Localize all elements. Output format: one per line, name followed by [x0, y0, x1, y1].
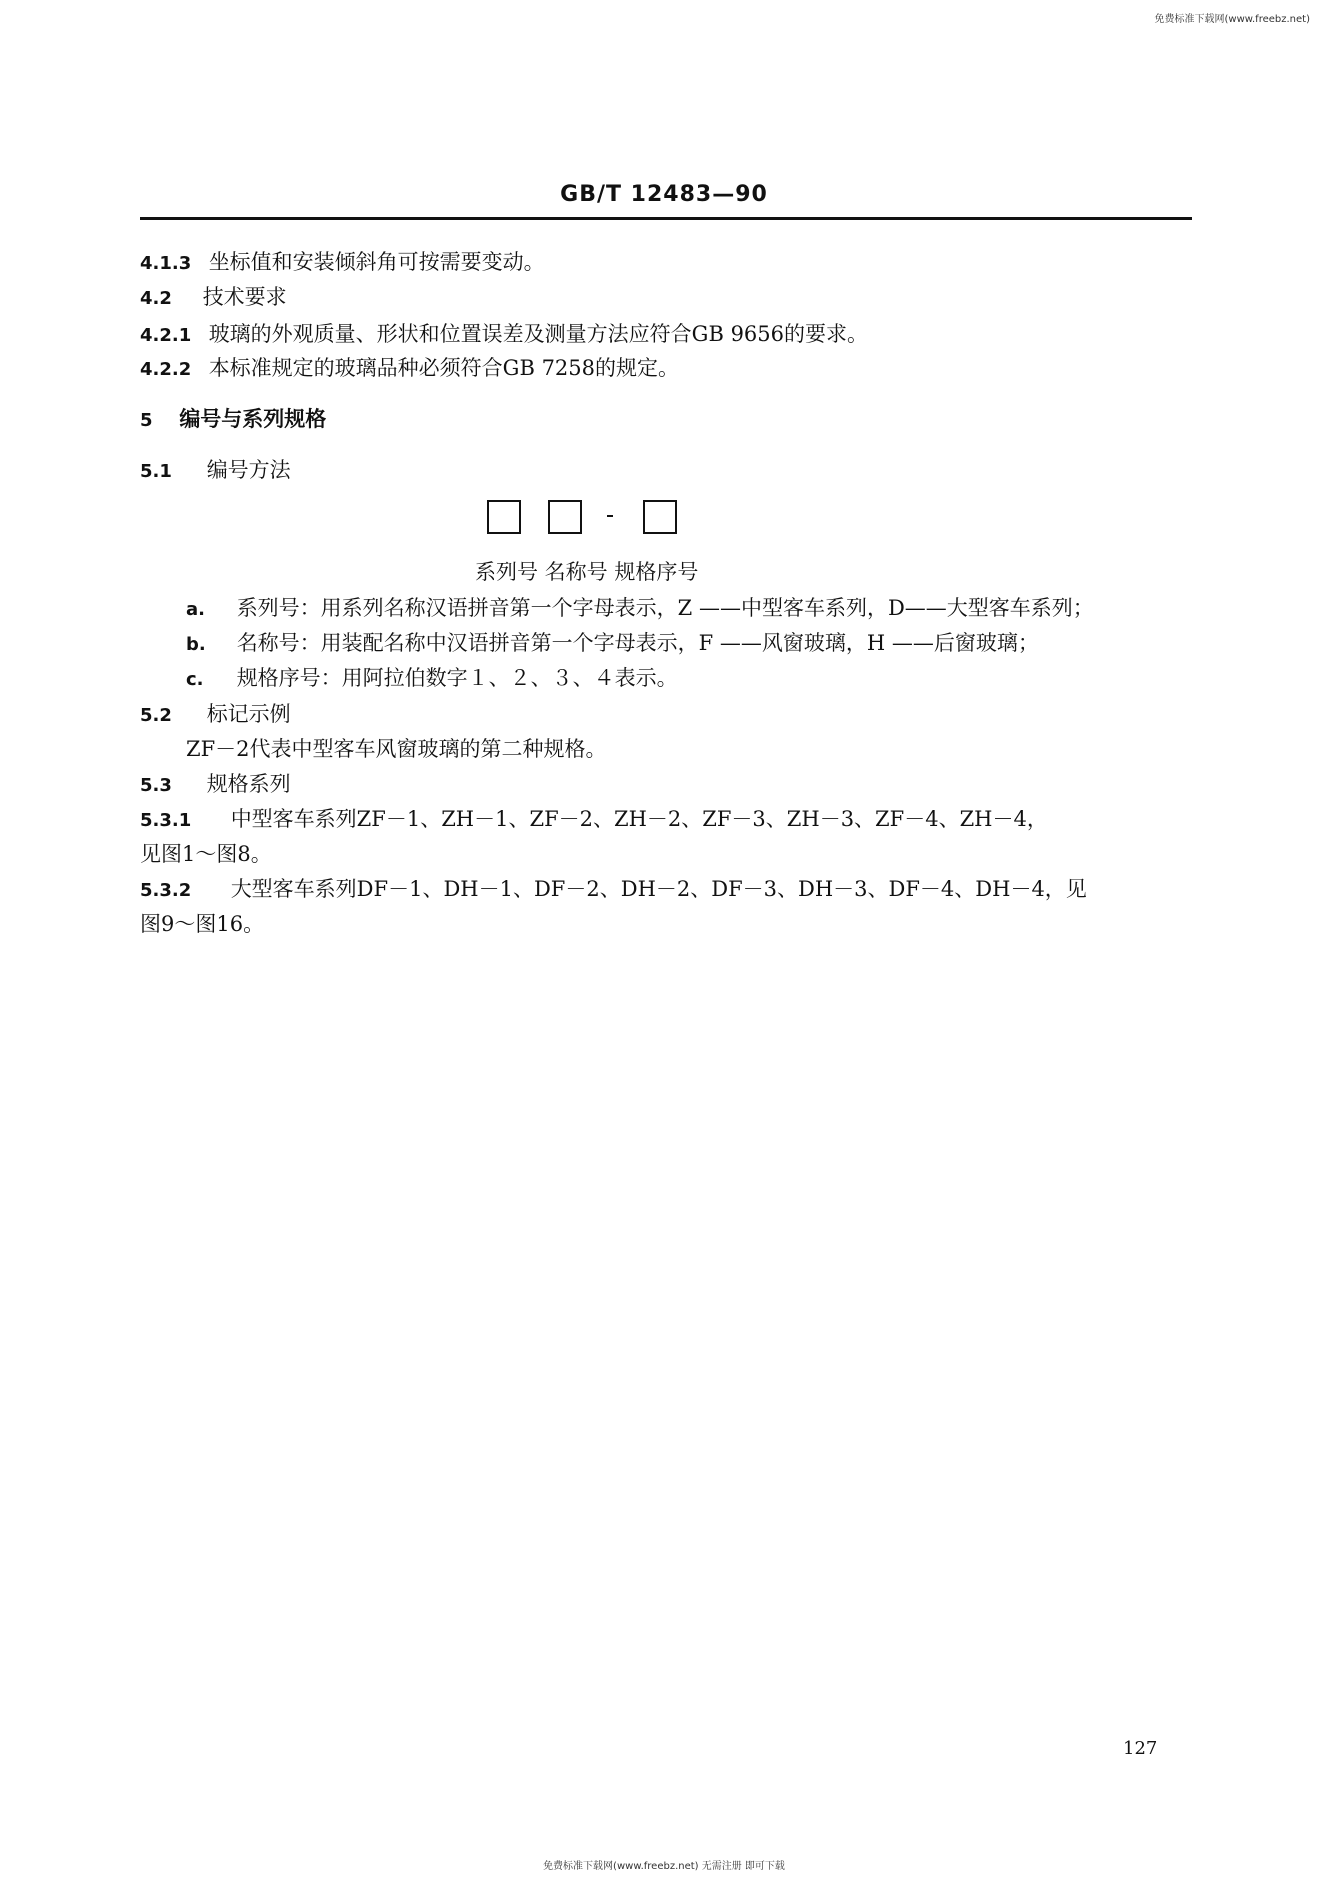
clause-5-3-2-cont: 图9～图16。 [140, 912, 265, 936]
list-text: 规格序号：用阿拉伯数字１、２、３、４表示。 [236, 666, 678, 690]
clause-number: 5.3.1 [140, 810, 192, 831]
marking-example: ZF－2代表中型客车风窗玻璃的第二种规格。 [186, 737, 607, 761]
clause-number: 4.1.3 [140, 253, 192, 274]
clause-number: 5.3.2 [140, 880, 192, 901]
clause-number: 4.2.2 [140, 359, 192, 380]
clause-5-1 [140, 454, 291, 484]
diagram-caption: 系列号 名称号 规格序号 [475, 560, 699, 584]
series-code-box [487, 500, 521, 534]
list-marker: a. [186, 599, 205, 620]
clause-4-2 [140, 281, 287, 311]
clause-text: 坐标值和安装倾斜角可按需要变动。 [208, 250, 545, 274]
clause-number: 5.2 [140, 705, 172, 726]
clause-text: 标记示例 [206, 702, 291, 726]
clause-text: 技术要求 [202, 285, 287, 309]
watermark-top: 免费标准下载网(www.freebz.net) [1154, 14, 1310, 25]
list-item-c [186, 662, 678, 692]
watermark-bottom: 免费标准下载网(www.freebz.net) 无需注册 即可下载 [543, 1861, 785, 1872]
list-marker: b. [186, 634, 206, 655]
name-code-box [548, 500, 582, 534]
clause-number: 4.2 [140, 288, 172, 309]
clause-text: 编号方法 [206, 458, 291, 482]
section-title: 编号与系列规格 [179, 406, 327, 431]
clause-text: 中型客车系列ZF－1、ZH－1、ZF－2、ZH－2、ZF－3、ZH－3、ZF－4、ZH－4， [230, 807, 1048, 831]
spec-code-box [643, 500, 677, 534]
clause-5-2 [140, 698, 291, 728]
clause-text: 规格系列 [206, 772, 291, 796]
clause-5-3-2 [140, 873, 1087, 903]
section-number: 5 [140, 410, 153, 431]
list-item-a [186, 592, 1094, 622]
list-item-b [186, 627, 1039, 657]
clause-text: 大型客车系列DF－1、DH－1、DF－2、DH－2、DF－3、DH－3、DF－4、DH－4，见 [230, 877, 1087, 901]
header-rule [140, 217, 1192, 220]
clause-4-1-3 [140, 246, 545, 276]
clause-5-3-1 [140, 803, 1048, 833]
clause-text: 玻璃的外观质量、形状和位置误差及测量方法应符合GB 9656的要求。 [208, 322, 869, 346]
separator-dash [607, 515, 613, 517]
clause-5-3 [140, 768, 291, 798]
page-number: 127 [1123, 1738, 1158, 1759]
clause-text: 本标准规定的玻璃品种必须符合GB 7258的规定。 [208, 356, 680, 380]
clause-5-3-1-cont: 见图1～图8。 [140, 842, 272, 866]
list-text: 名称号：用装配名称中汉语拼音第一个字母表示，F ——风窗玻璃，H ——后窗玻璃； [236, 631, 1039, 655]
section-5-heading [140, 403, 326, 433]
list-marker: c. [186, 669, 204, 690]
clause-number: 4.2.1 [140, 325, 192, 346]
clause-4-2-1 [140, 318, 868, 348]
clause-4-2-2 [140, 352, 679, 382]
list-text: 系列号：用系列名称汉语拼音第一个字母表示，Z ——中型客车系列，D——大型客车系列； [236, 596, 1094, 620]
clause-number: 5.1 [140, 461, 172, 482]
clause-number: 5.3 [140, 775, 172, 796]
standard-header: GB/T 12483—90 [560, 182, 768, 207]
